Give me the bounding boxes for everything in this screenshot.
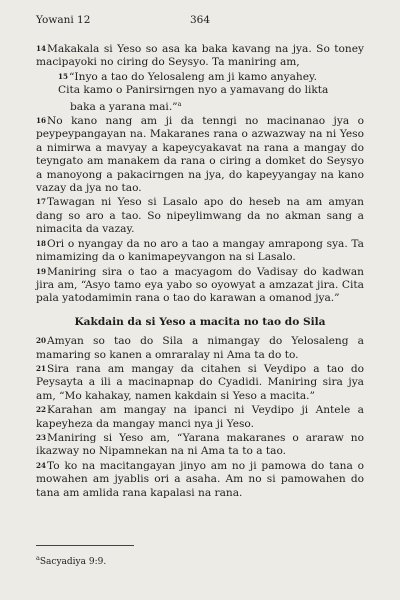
verse-text: Amyan so tao do Sila a nimangay do Yelosaleng a mamaring so kanen a omraralay ni Ama ta do to.	[36, 335, 364, 361]
verse-text: Maniring sira o tao a macyagom do Vadisay do kadwan jira am, “Asyo tamo eya yabo so oyowyat a amzazat jira. Cita pala yatodamimin rana o tao do karawan a omanod jya.”	[36, 265, 364, 305]
verse-15-poetry	[36, 70, 364, 114]
verse-24	[36, 459, 364, 500]
verse-21	[36, 362, 364, 403]
poetry-line: 15“Inyo a tao do Yelosaleng am ji kamo anyahey.	[58, 70, 317, 83]
page-header	[36, 14, 364, 30]
footnote-marker: a	[177, 99, 182, 108]
verse-text: To ko na macitangayan jinyo am no ji pamowa do tana o mowahen am jyablis ori a asaha. Am no si pamowahen do tana am amlida rana kapalasi na rana.	[36, 459, 364, 499]
verse-16	[36, 114, 364, 195]
verse-number: 22	[36, 405, 47, 415]
verse-number: 17	[36, 197, 47, 207]
page-number: 364	[189, 14, 211, 26]
verse-text: Maniring si Yeso am, “Yarana makaranes o araraw no ikazway no Nipamnekan na ni Ama ta to a tao.	[36, 431, 364, 458]
verse-number: 16	[36, 116, 47, 126]
running-header-book: Yowani 12	[36, 14, 91, 26]
verse-17	[36, 195, 364, 236]
scripture-body	[36, 42, 364, 500]
footnote-text: Sacyadiya 9:9.	[39, 557, 107, 567]
verse-18	[36, 237, 364, 265]
poetry-line: baka a yarana mai.”$^a$	[70, 99, 182, 113]
verse-23	[36, 431, 364, 459]
verse-number: 20	[36, 336, 47, 346]
verse-text: Tawagan ni Yeso si Lasalo apo do heseb na am amyan dang so aro a tao. So nipeylimwang da no akman sang a nimacita da vazay.	[36, 196, 364, 236]
section-heading: Kakdain da si Yeso a macita no tao do Sila	[74, 315, 326, 328]
poetry-line: Cita kamo o Panirsirngen nyo a yamavang do likta	[58, 84, 329, 97]
verse-14	[36, 42, 364, 70]
verse-number: 23	[36, 432, 47, 442]
verse-number: 18	[36, 238, 47, 248]
footnote-marker: a	[36, 554, 40, 562]
verse-number: 21	[36, 363, 47, 373]
verse-text: Ori o nyangay da no aro a tao a mangay amrapong sya. Ta nimamizing da o kanimapeyvangon na si Lasalo.	[36, 237, 364, 264]
footnote	[36, 554, 106, 567]
verse-19	[36, 265, 364, 306]
verse-22	[36, 403, 364, 431]
footnote-divider	[36, 545, 134, 546]
verse-number: 15	[58, 71, 69, 81]
verse-text: Sira rana am mangay da citahen si Veydipo a tao do Peysayta a ili a macinapnap do Cyadidi. Maniring sira jya am, “Mo kahakay, namen kakdain si Yeso a macita.”	[36, 362, 364, 402]
verse-number: 14	[36, 44, 47, 53]
verse-text: No kano nang am ji da tenngi no macinanao jya o peypeypangayan na. Makaranes rana o azwazway na ni Yeso a nimirwa a mavyay a kapeycyakavat na rana a mangay do teyngato am manakem da rana o ciring a domket do Seysyo a manoyong a pakacirngen na jya, do kapeyyangay na kano vazay da jya no tao.	[36, 115, 364, 195]
verse-20	[36, 334, 364, 362]
verse-text: Makakala si Yeso so asa ka baka kavang na jya. So toney macipayoki no ciring do Seysyo. Ta maniring am,	[36, 43, 364, 69]
verse-number: 19	[36, 266, 47, 276]
verse-number: 24	[36, 460, 47, 470]
verse-text: Karahan am mangay na ipanci ni Veydipo ji Antele a kapeyheza da mangay manci nya ji Yeso.	[36, 404, 364, 430]
